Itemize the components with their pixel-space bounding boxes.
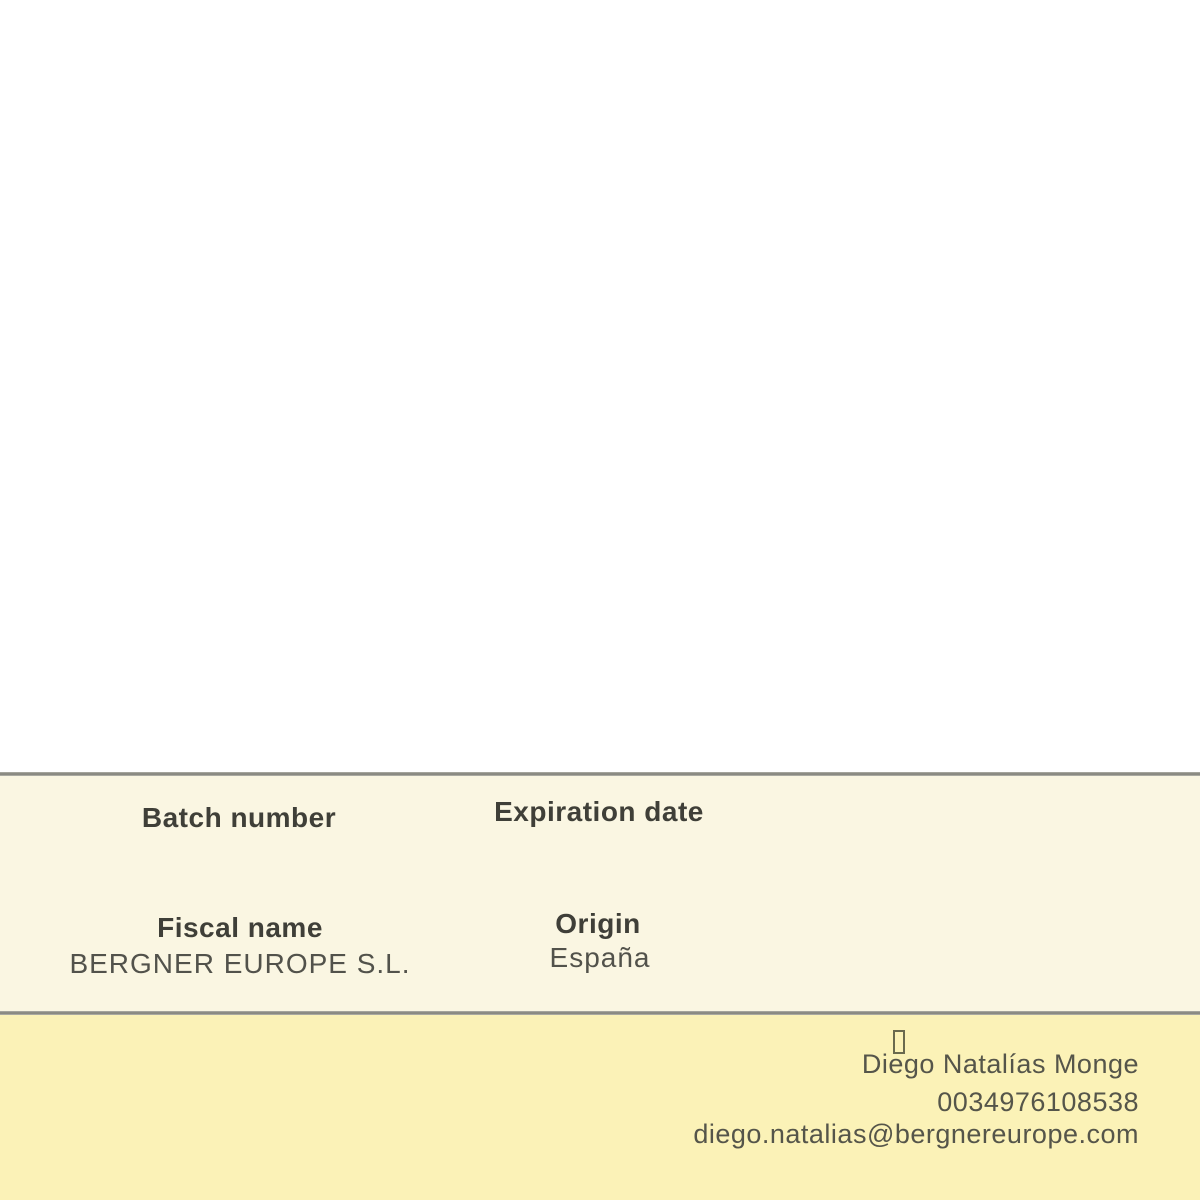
seller-email: diego.natalias@bergnereurope.com [693, 1119, 1139, 1149]
fiscal-name-value: BERGNER EUROPE S.L. [69, 948, 411, 979]
seller-contact-section [0, 1015, 1200, 1200]
fiscal-name-label: Fiscal name [157, 912, 323, 943]
seller-phone: 0034976108538 [937, 1087, 1139, 1117]
batch-number-label: Batch number [141, 802, 337, 833]
product-info-section [0, 776, 1200, 1011]
expiration-date-label: Expiration date [494, 796, 704, 827]
origin-label: Origin [555, 908, 641, 939]
origin-value: España [549, 942, 651, 973]
seller-name: Diego Natalías Monge [861, 1049, 1139, 1079]
